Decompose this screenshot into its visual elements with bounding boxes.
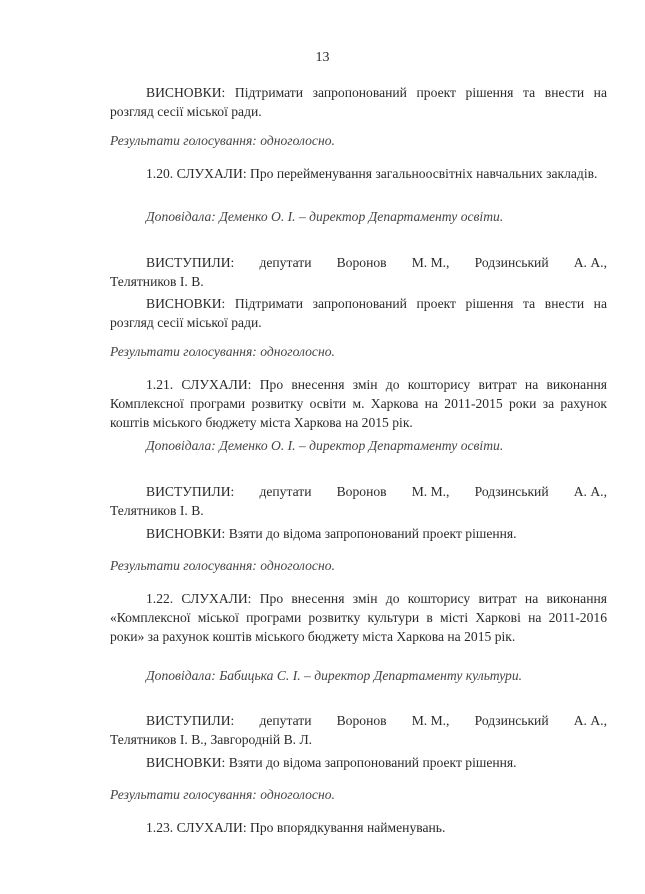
heard-item-1-23: 1.23. СЛУХАЛИ: Про впорядкування найменувань. — [146, 820, 446, 835]
spoke-word: Родзинський — [474, 713, 549, 728]
reporter: Доповідала: Бабицька С. І. – директор Департаменту культури. — [146, 668, 523, 683]
spoke-continuation: Телятников І. В., Завгородній В. Л. — [110, 732, 313, 747]
vote-result: Результати голосування: одноголосно. — [110, 558, 335, 573]
spoke-word: ВИСТУПИЛИ: — [146, 484, 235, 499]
heard-item-1-20: 1.20. СЛУХАЛИ: Про перейменування загальноосвітніх навчальних закладів. — [146, 166, 598, 181]
spoke-word: Воронов — [336, 713, 387, 728]
conclusion: ВИСНОВКИ: Взяти до відома запропонований проект рішення. — [146, 526, 517, 541]
spoke-continuation: Телятников І. В. — [110, 503, 204, 518]
spoke-word: Воронов — [336, 484, 387, 499]
spoke — [110, 711, 607, 749]
conclusion: ВИСНОВКИ: Взяти до відома запропонований проект рішення. — [146, 755, 517, 770]
spoke-word: Родзинський — [474, 255, 549, 270]
spoke-word: А. А., — [573, 484, 607, 499]
spoke-word: ВИСТУПИЛИ: — [146, 255, 235, 270]
spoke-word: депутати — [259, 713, 312, 728]
vote-result: Результати голосування: одноголосно. — [110, 787, 335, 802]
spoke-word: А. А., — [573, 713, 607, 728]
spoke-word: М. М., — [411, 484, 450, 499]
conclusion: ВИСНОВКИ: Підтримати запропонований проект рішення та внести на розгляд сесії міської ради. — [110, 296, 607, 330]
spoke-word: Родзинський — [474, 484, 549, 499]
reporter: Доповідала: Деменко О. І. – директор Департаменту освіти. — [146, 438, 504, 453]
vote-result: Результати голосування: одноголосно. — [110, 133, 335, 148]
spoke-word: А. А., — [573, 255, 607, 270]
spoke-word: депутати — [259, 255, 312, 270]
spoke-word: ВИСТУПИЛИ: — [146, 713, 235, 728]
spoke — [110, 482, 607, 520]
spoke — [110, 253, 607, 291]
reporter: Доповідала: Деменко О. І. – директор Департаменту освіти. — [146, 209, 504, 224]
spoke-word: Воронов — [336, 255, 387, 270]
spoke-word: М. М., — [411, 255, 450, 270]
spoke-continuation: Телятников І. В. — [110, 274, 204, 289]
heard-item-1-21: 1.21. СЛУХАЛИ: Про внесення змін до кошторису витрат на виконання Комплексної програми розвитку освіти м. Харкова на 2011-2015 роки за рахунок коштів міського бюджету міста Харкова на 2015 рік. — [110, 377, 607, 430]
conclusion: ВИСНОВКИ: Підтримати запропонований проект рішення та внести на розгляд сесії міської ради. — [110, 85, 607, 119]
heard-item-1-22: 1.22. СЛУХАЛИ: Про внесення змін до кошторису витрат на виконання «Комплексної міської програми розвитку культури в місті Харкові на 2011-2016 роки» за рахунок коштів міського бюджету міста Харкова на 2015 рік. — [110, 591, 607, 644]
vote-result: Результати голосування: одноголосно. — [110, 344, 335, 359]
page-number: 13 — [315, 50, 330, 65]
spoke-word: депутати — [259, 484, 312, 499]
spoke-word: М. М., — [411, 713, 450, 728]
